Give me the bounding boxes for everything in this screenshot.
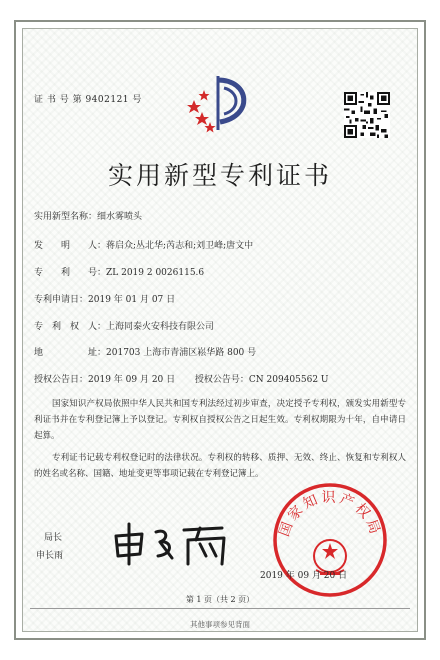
field-value: 蒋启众;丛北华;芮志和;刘卫峰;唐文中 bbox=[106, 241, 254, 251]
divider bbox=[30, 608, 410, 609]
field-inventors bbox=[34, 238, 253, 251]
field-value: 201703 上海市青浦区崧华路 800 号 bbox=[106, 348, 257, 358]
field-patentee bbox=[34, 319, 214, 332]
field-patent-number bbox=[34, 265, 204, 278]
field-value: 细水雾喷头 bbox=[97, 212, 143, 222]
director-title: 局长 bbox=[44, 533, 63, 543]
field-utility-model-name bbox=[34, 209, 142, 222]
grant-date: 2019 年 09 月 20 日 bbox=[260, 571, 348, 581]
field-label: 发 明 人： bbox=[34, 241, 107, 251]
legal-status-note bbox=[34, 450, 406, 482]
field-value: ZL 2019 2 0026115.6 bbox=[106, 268, 205, 278]
certificate-number: 证 书 号 第 9402121 号 bbox=[34, 95, 142, 105]
field-label: 专 利 权 人： bbox=[34, 322, 107, 332]
svg-text:国家知识产权局 bbox=[276, 490, 383, 539]
cnipa-logo-icon bbox=[180, 70, 260, 140]
page-number: 第 1 页（共 2 页） bbox=[185, 595, 255, 604]
grant-statement bbox=[34, 396, 406, 444]
official-seal-icon bbox=[270, 480, 390, 600]
footnote: 其他事项参见背面 bbox=[190, 620, 250, 629]
field-label: 实用新型名称： bbox=[34, 212, 98, 222]
director-signature-icon bbox=[110, 518, 240, 568]
field-label: 授权公告号： bbox=[194, 375, 249, 385]
field-label: 地 址： bbox=[34, 348, 107, 358]
field-value: CN 209405562 U bbox=[248, 375, 329, 385]
field-value: 2019 年 09 月 20 日 bbox=[88, 375, 176, 385]
certificate-title: 实用新型专利证书 bbox=[107, 161, 332, 190]
seal-text: 国家知识产权局 bbox=[276, 490, 384, 539]
field-label: 专利申请日： bbox=[34, 295, 89, 305]
paragraph: 国家知识产权局依照中华人民共和国专利法经过初步审查，决定授予专利权，颁发实用新型专利证书并在专利登记簿上予以登记。专利权自授权公告之日起生效。专利权期限为十年，自申请日起算。 bbox=[34, 399, 406, 441]
field-label: 授权公告日： bbox=[34, 375, 89, 385]
director-name: 申长雨 bbox=[36, 551, 64, 561]
field-address bbox=[34, 345, 256, 358]
qr-code-icon bbox=[344, 92, 390, 138]
field-value: 2019 年 01 月 07 日 bbox=[88, 295, 176, 305]
field-filing-date bbox=[34, 292, 175, 305]
field-value: 上海同泰火安科技有限公司 bbox=[106, 322, 215, 332]
field-label: 专 利 号： bbox=[34, 268, 107, 278]
paragraph: 专利证书记载专利权登记时的法律状况。专利权的转移、质押、无效、终止、恢复和专利权人的姓名或名称、国籍、地址变更等事项记载在专利登记簿上。 bbox=[34, 453, 406, 479]
field-announcement bbox=[34, 372, 329, 385]
